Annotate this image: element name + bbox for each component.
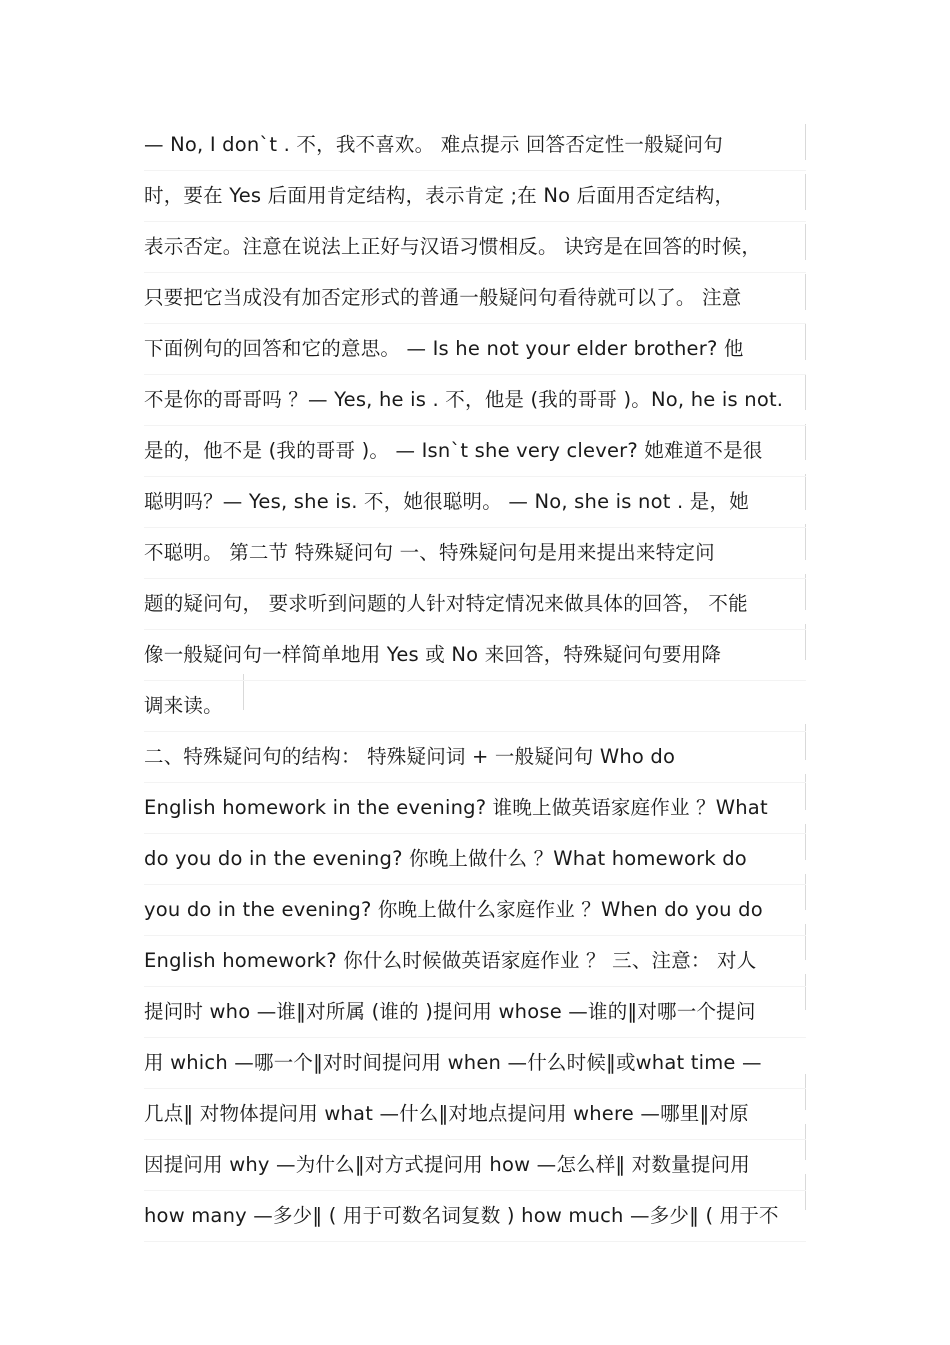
text-line-content: 不是你的哥哥吗 ？— Yes, he is . 不，他是 (我的哥哥 )。No, he is not. [144,388,784,411]
text-line-content: how many —多少‖ ( 用于可数名词复数 ) how much —多少‖ ( 用于不 [144,1204,779,1227]
text-line-content: 二、特殊疑问句的结构： 特殊疑问词 + 一般疑问句 Who do [144,745,676,768]
text-line-content: 几点‖ 对物体提问用 what —什么‖对地点提问用 where —哪里‖对原 [144,1102,749,1125]
text-line [144,528,806,579]
text-line [144,222,806,273]
text-line [144,1038,806,1089]
text-line-content: 像一般疑问句一样简单地用 Yes 或 No 来回答，特殊疑问句要用降 [144,643,722,666]
text-line-content: English homework? 你什么时候做英语家庭作业 ？ 三、注意： 对人 [144,949,757,972]
text-line-content: 因提问用 why —为什么‖对方式提问用 how —怎么样‖ 对数量提问用 [144,1153,750,1176]
text-line [144,477,806,528]
text-line [144,426,806,477]
text-line-content: 提问时 who —谁‖对所属 (谁的 )提问用 whose —谁的‖对哪一个提问 [144,1000,756,1023]
text-line-content: you do in the evening? 你晚上做什么家庭作业 ？When do you do [144,898,763,921]
text-line [144,273,806,324]
text-line [144,579,806,630]
text-line [144,375,806,426]
text-line [144,783,806,834]
text-line [144,681,806,732]
text-line-content: — No, I don`t . 不，我不喜欢。 难点提示 回答否定性一般疑问句 [144,133,723,156]
text-line [144,732,806,783]
text-line-content: 调来读。 [144,694,223,717]
text-line [144,936,806,987]
text-line-content: 用 which —哪一个‖对时间提问用 when —什么时候‖或what time — [144,1051,762,1074]
text-line [144,171,806,222]
text-line-content: 时，要在 Yes 后面用肯定结构，表示肯定 ;在 No 后面用否定结构， [144,184,735,207]
text-line-content: 聪明吗？— Yes, she is. 不，她很聪明。 — No, she is not . 是，她 [144,490,749,513]
text-line [144,1140,806,1191]
text-line [144,630,806,681]
text-line [144,885,806,936]
text-line-content: 不聪明。 第二节 特殊疑问句 一、特殊疑问句是用来提出来特定问 [144,541,715,564]
text-line-content: 表示否定。注意在说法上正好与汉语习惯相反。 诀窍是在回答的时候， [144,235,762,258]
text-line [144,1191,806,1242]
text-line-content: 题的疑问句， 要求听到问题的人针对特定情况来做具体的回答， 不能 [144,592,748,615]
text-line [144,120,806,171]
text-line-content: do you do in the evening? 你晚上做什么 ？What homework do [144,847,747,870]
text-line [144,324,806,375]
text-line-content: 下面例句的回答和它的意思。 — Is he not your elder brother? 他 [144,337,744,360]
text-line-content: English homework in the evening? 谁晚上做英语家庭作业 ？What [144,796,768,819]
body-text [144,120,806,1242]
text-line [144,987,806,1038]
text-line-content: 是的，他不是 (我的哥哥 )。 — Isn`t she very clever? 她难道不是很 [144,439,763,462]
text-line-content: 只要把它当成没有加否定形式的普通一般疑问句看待就可以了。 注意 [144,286,742,309]
text-line [144,834,806,885]
text-line [144,1089,806,1140]
